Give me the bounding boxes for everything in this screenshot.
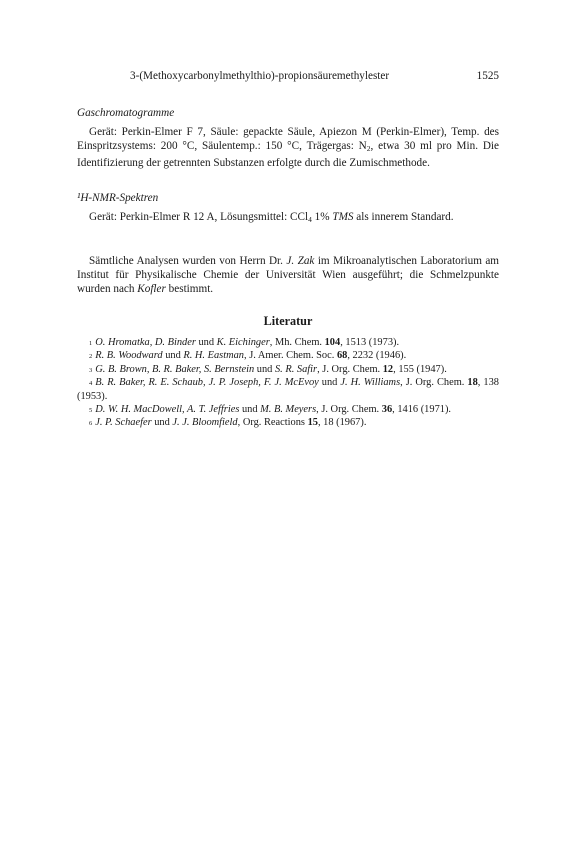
reference-list [77, 336, 499, 430]
analysis-section [77, 254, 499, 297]
literature-section [77, 314, 499, 430]
reference-item: $^6$ J. P. Schaefer und J. J. Bloomfield, Org. Reactions 15, 18 (1967). [89, 417, 367, 429]
gc-paragraph: Gerät: Perkin-Elmer F 7, Säule: gepackte Säule, Apiezon M (Perkin-Elmer), Temp. des Einspritzsystems: 200 °C, Säulentemp.: 150 °C, Trägergas: $N_2$, etwa 30 ml pro Min. Die Identifizierung der getrennten Substanzen erfolgte durch die Zumischmethode. [77, 126, 499, 170]
reference-item: $^1$ O. Hromatka, D. Binder und K. Eichinger, Mh. Chem. 104, 1513 (1973). [89, 337, 400, 348]
nmr-section [77, 191, 499, 227]
gc-section [77, 106, 499, 171]
gc-heading: Gaschromatogramme [77, 107, 175, 119]
analysis-paragraph: Sämtliche Analysen wurden von Herrn Dr. J. Zak im Mikroanalytischen Laboratorium am Institut für Physikalische Chemie der Universität Wien ausgeführt; die Schmelzpunkte wurden nach Kofler bestimmt. [77, 255, 500, 296]
nmr-heading: ¹H-NMR-Spektren [77, 192, 159, 204]
reference-item: $^3$ G. B. Brown, B. R. Baker, S. Bernstein und S. R. Safir, J. Org. Chem. 12, 155 (1947). [89, 363, 447, 375]
reference-item: $^5$ D. W. H. MacDowell, A. T. Jeffries und M. B. Meyers, J. Org. Chem. 36, 1416 (1971). [89, 404, 452, 416]
running-header [130, 70, 499, 82]
nmr-paragraph: Gerät: Perkin-Elmer R 12 A, Lösungsmittel: CCl$_4$ 1% TMS als innerem Standard. [89, 211, 454, 224]
reference-item: $^2$ R. B. Woodward und R. H. Eastman, J. Amer. Chem. Soc. 68, 2232 (1946). [89, 350, 407, 362]
running-title: 3-(Methoxycarbonylmethylthio)-propionsäuremethylester [130, 70, 390, 82]
reference-item: $^4$ B. R. Baker, R. E. Schaub, J. P. Joseph, F. J. McEvoy und J. H. Williams, J. Org. Chem. 18, 138 (1953). [77, 377, 499, 402]
literature-heading: Literatur [263, 314, 313, 328]
page-number: 1525 [476, 70, 499, 82]
